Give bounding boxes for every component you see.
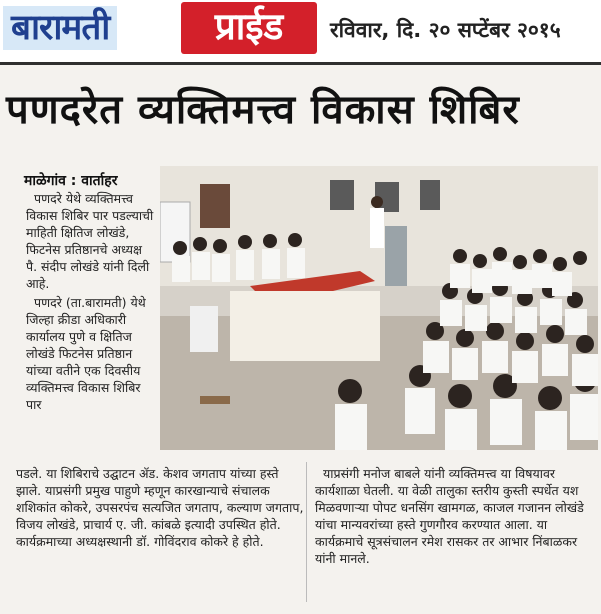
paragraph-2: पणदरे (ता.बारामती) येथे जिल्हा क्रीडा अधिकारी कार्यालय पुणे व क्षितिज लोखंडे फिटनेस प्रतिष्ठान यांच्या वतीने एक दिवसीय व्यक्तिमत्त्व विकास शिबिर पार	[26, 295, 146, 412]
event-photo-illustration	[160, 166, 598, 450]
event-photo	[160, 166, 598, 450]
brand-logo-part1: बारामती	[3, 6, 117, 50]
paragraph-4: याप्रसंगी मनोज बाबले यांनी व्यक्तिमत्त्व या विषयावर कार्यशाळा घेतली. या वेळी तालुका स्तरीय कुस्ती स्पर्धेत यश मिळवणाऱ्या पोपट धनसिंग खामगळ, काजल गजानन लोखंडे यांचा मान्यवरांच्या हस्ते गुणगौरव करण्यात आला. या कार्यक्रमाचे सूत्रसंचालन रमेश रासकर तर आभार निंबाळकर यांनी मानले.	[315, 466, 584, 566]
masthead	[0, 0, 601, 64]
dateline: रविवार, दि. २० सप्टेंबर २०१५	[330, 18, 561, 42]
byline: माळेगांव : वार्ताहर	[24, 173, 118, 189]
column-divider	[306, 462, 307, 602]
bottom-right-column	[315, 465, 593, 569]
brand-logo-part2: प्राईड	[181, 2, 317, 54]
left-column	[26, 190, 156, 415]
header-rule	[0, 62, 601, 65]
bottom-left-column	[16, 465, 306, 552]
paragraph-3: पडले. या शिबिराचे उद्घाटन ॲड. केशव जगताप यांच्या हस्ते झाले. याप्रसंगी प्रमुख पाहुणे म्हणून कारखान्याचे संचालक शशिकांत कोकरे, उपसरपंच सत्यजित जगताप, कल्याण जगताप, विजय लोखंडे, प्राचार्य ए. जी. कांबळे इत्यादी उपस्थित होते. कार्यक्रमाच्या अध्यक्षस्थानी डॉ. गोविंदराव कोकरे हे होते.	[16, 466, 304, 549]
paragraph-1: पणदरे येथे व्यक्तिमत्त्व विकास शिबिर पार पडल्याची माहिती क्षितिज लोखंडे, फिटनेस प्रतिष्ठानचे अध्यक्ष पै. संदीप लोखंडे यांनी दिली आहे.	[26, 191, 154, 291]
headline: पणदरेत व्यक्तिमत्त्व विकास शिबिर	[6, 87, 520, 133]
